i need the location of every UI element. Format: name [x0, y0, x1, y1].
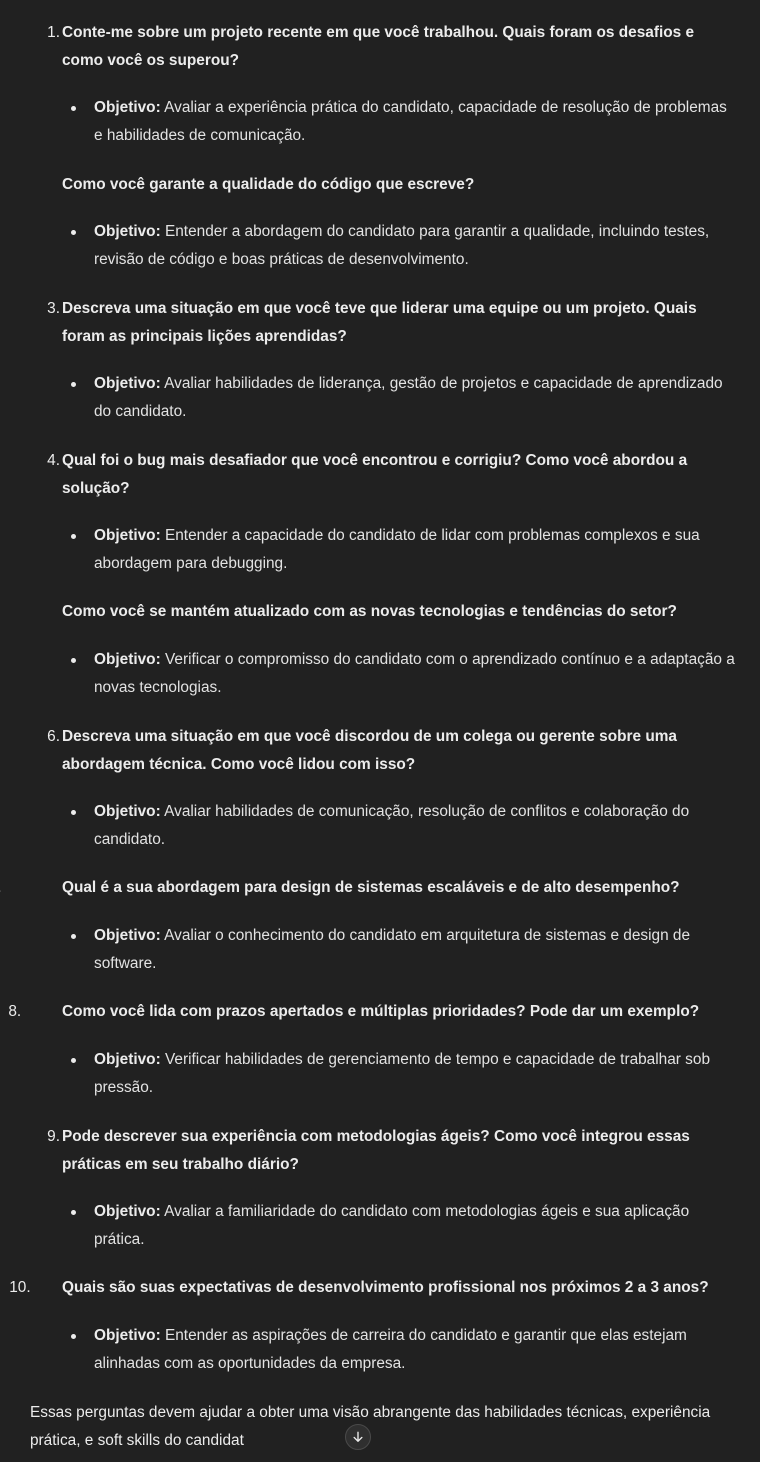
objective-label: Objetivo: [94, 375, 161, 392]
question-10 [0, 1274, 731, 1302]
bullet-icon [71, 106, 76, 111]
objective-10 [0, 1322, 760, 1378]
question-text: Como você se mantém atualizado com as novas tecnologias e tendências do setor? [62, 603, 677, 620]
question-text: Como você garante a qualidade do código que escreve? [62, 176, 475, 193]
question-number [0, 874, 2, 902]
question-text: Como você lida com prazos apertados e múltiplas prioridades? Pode dar um exemplo? [62, 1003, 700, 1020]
bullet-icon [71, 1058, 76, 1063]
scroll-to-bottom-button[interactable] [345, 1424, 371, 1450]
objective-text: Entender as aspirações de carreira do candidato e garantir que elas estejam alinhadas com as oportunidades da empresa. [94, 1327, 687, 1372]
objective-text: Avaliar a experiência prática do candidato, capacidade de resolução de problemas e habilidades de comunicação. [94, 99, 727, 144]
question-5 [0, 598, 699, 626]
objective-label: Objetivo: [94, 99, 161, 116]
bullet-icon [71, 1334, 76, 1339]
bullet-icon [71, 934, 76, 939]
question-text: Pode descrever sua experiência com metodologias ágeis? Como você integrou essas práticas em seu trabalho diário? [62, 1128, 690, 1173]
bullet-icon [71, 230, 76, 235]
question-text: Qual é a sua abordagem para design de sistemas escaláveis e de alto desempenho? [62, 879, 680, 896]
closing-paragraph: Essas perguntas devem ajudar a obter uma visão abrangente das habilidades técnicas, experiência prática, e soft skills do candidat [30, 1404, 711, 1449]
bullet-icon [71, 382, 76, 387]
objective-2 [0, 218, 760, 274]
objective-label: Objetivo: [94, 1051, 161, 1068]
question-text: Qual foi o bug mais desafiador que você encontrou e corrigiu? Como você abordou a solução? [62, 452, 688, 497]
question-9 [0, 1123, 760, 1179]
objective-label: Objetivo: [94, 1203, 161, 1220]
objective-label: Objetivo: [94, 803, 161, 820]
objective-text: Avaliar habilidades de liderança, gestão de projetos e capacidade de aprendizado do candidato. [94, 375, 723, 420]
objective-text: Entender a abordagem do candidato para garantir a qualidade, incluindo testes, revisão de código e boas práticas de desenvolvimento. [94, 223, 710, 268]
question-1 [0, 19, 760, 75]
question-number: 1. [47, 24, 60, 41]
bullet-icon [71, 1210, 76, 1215]
bullet-icon [71, 810, 76, 815]
objective-4 [0, 522, 760, 578]
objective-text: Verificar habilidades de gerenciamento de tempo e capacidade de trabalhar sob pressão. [94, 1051, 710, 1096]
question-number: 10. [9, 1279, 31, 1296]
question-text: Descreva uma situação em que você teve que liderar uma equipe ou um projeto. Quais foram as principais lições aprendidas? [62, 300, 697, 345]
objective-label: Objetivo: [94, 527, 161, 544]
question-3 [0, 295, 760, 351]
question-6 [0, 723, 760, 779]
question-text: Descreva uma situação em que você discordou de um colega ou gerente sobre uma abordagem técnica. Como você lidou com isso? [62, 728, 677, 773]
objective-text: Verificar o compromisso do candidato com o aprendizado contínuo e a adaptação a novas tecnologias. [94, 651, 735, 696]
objective-1 [0, 94, 760, 150]
objective-label: Objetivo: [94, 1327, 161, 1344]
bullet-icon [71, 534, 76, 539]
objective-label: Objetivo: [94, 223, 161, 240]
question-number: 9. [47, 1128, 60, 1145]
objective-8 [0, 1046, 760, 1102]
arrow-down-icon [352, 1430, 364, 1444]
objective-7 [0, 922, 760, 978]
objective-9 [0, 1198, 760, 1254]
objective-text: Entender a capacidade do candidato de lidar com problemas complexos e sua abordagem para debugging. [94, 527, 700, 572]
objective-text: Avaliar habilidades de comunicação, resolução de conflitos e colaboração do candidato. [94, 803, 690, 848]
question-number: 6. [47, 728, 60, 745]
question-8 [0, 998, 721, 1026]
objective-text: Avaliar a familiaridade do candidato com metodologias ágeis e sua aplicação prática. [94, 1203, 690, 1248]
question-number: 4. [47, 452, 60, 469]
objective-label: Objetivo: [94, 927, 161, 944]
question-number: 8. [8, 1003, 22, 1020]
question-text: Conte-me sobre um projeto recente em que você trabalhou. Quais foram os desafios e como você os superou? [62, 24, 695, 69]
bullet-icon [71, 658, 76, 663]
question-4 [0, 447, 760, 503]
objective-label: Objetivo: [94, 651, 161, 668]
question-2 [0, 171, 496, 199]
objective-text: Avaliar o conhecimento do candidato em arquitetura de sistemas e design de software. [94, 927, 691, 972]
question-number: 3. [47, 300, 60, 317]
question-7 [0, 874, 702, 902]
objective-3 [0, 370, 760, 426]
objective-5 [0, 646, 760, 702]
question-text: Quais são suas expectativas de desenvolvimento profissional nos próximos 2 a 3 anos? [62, 1279, 709, 1296]
objective-6 [0, 798, 760, 854]
